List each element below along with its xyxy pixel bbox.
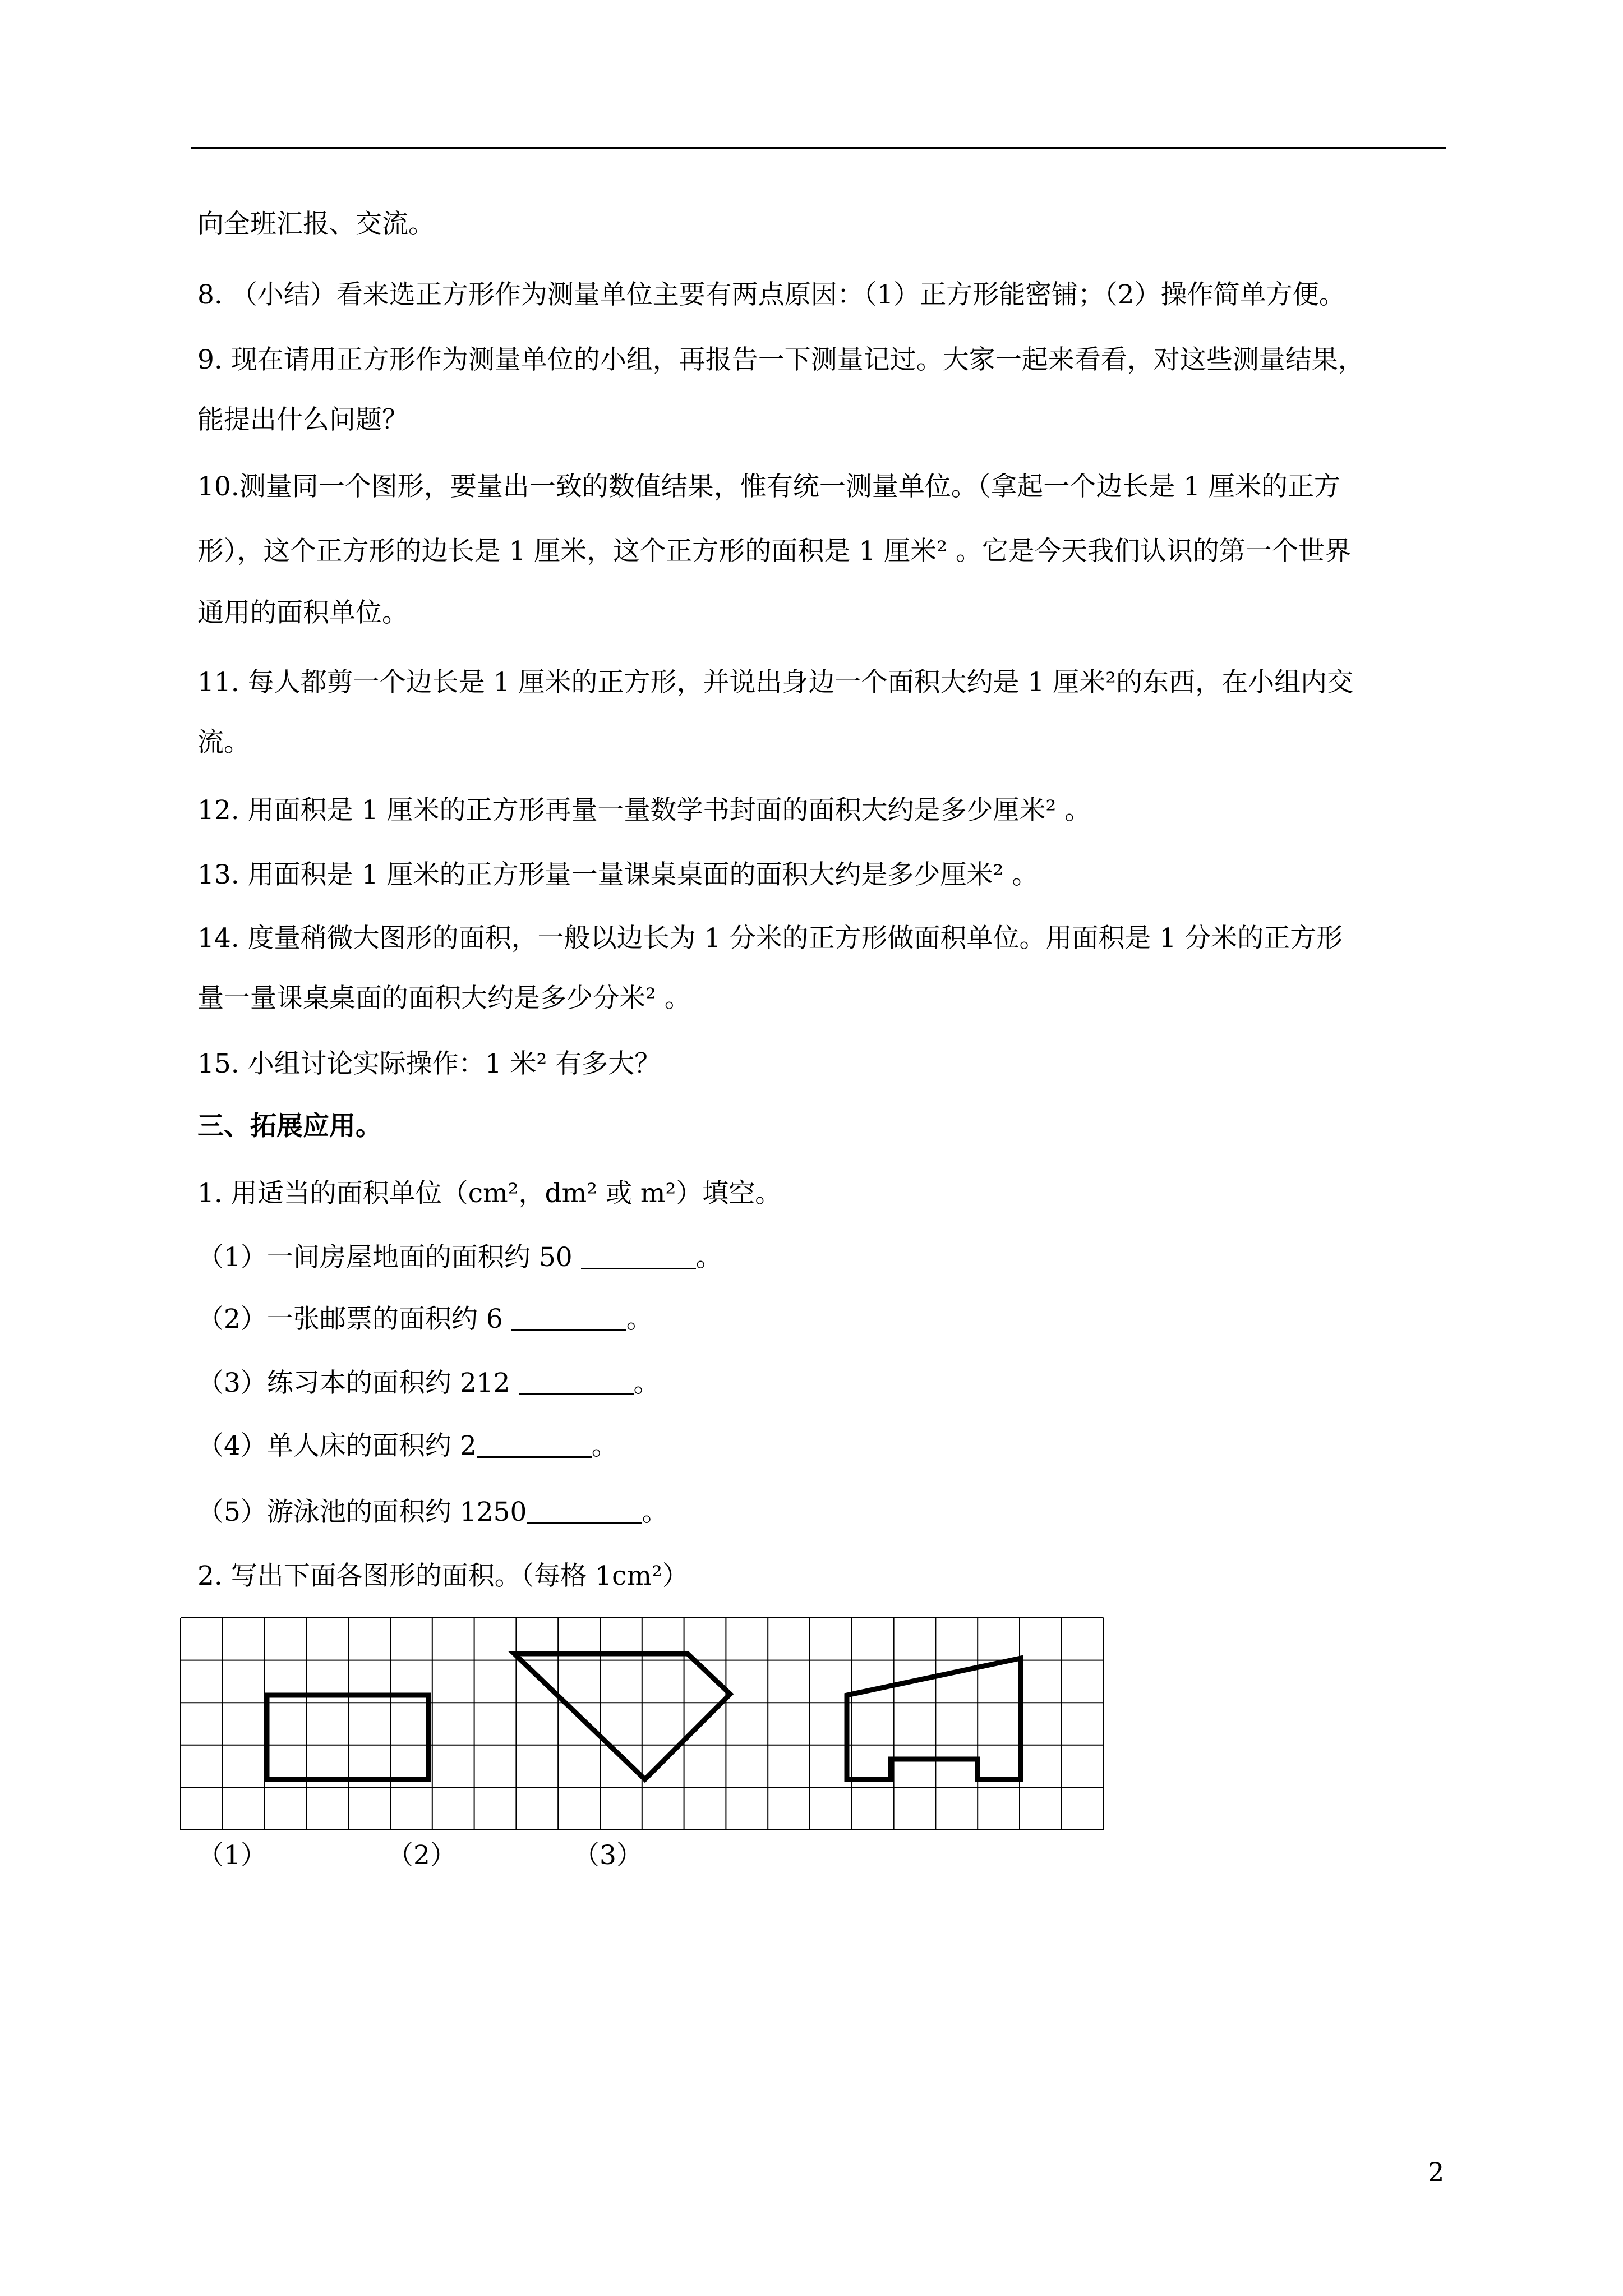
answer-blank-2[interactable]	[511, 1307, 626, 1331]
text-line: 11. 每人都剪一个边长是 1 厘米的正方形，并说出身边一个面积大约是 1 厘米²的东西，在小组内交	[197, 667, 1354, 698]
text-line: 13. 用面积是 1 厘米的正方形量一量课桌桌面的面积大约是多少厘米² 。	[197, 859, 1039, 890]
text-line: 能提出什么问题？	[197, 404, 408, 435]
figure-label-1: （1）	[197, 1840, 267, 1871]
grid-lines	[181, 1618, 1104, 1830]
question-1-item-4: （4）单人床的面积约 2 。	[197, 1430, 618, 1461]
text-line: 9. 现在请用正方形作为测量单位的小组，再报告一下测量记过。大家一起来看看，对这些测量结果，	[197, 344, 1364, 375]
figure-label-3: （3）	[573, 1840, 643, 1871]
question-1-item-3: （3）练习本的面积约 212 。	[197, 1368, 660, 1398]
shape-1-rectangle	[267, 1695, 428, 1779]
question-1-title: 1. 用适当的面积单位（cm²，dm² 或 m²）填空。	[197, 1178, 782, 1209]
figure-label-2: （2）	[387, 1840, 457, 1871]
text-line: 12. 用面积是 1 厘米的正方形再量一量数学书封面的面积大约是多少厘米² 。	[197, 795, 1091, 826]
text-line: 10.测量同一个图形，要量出一致的数值结果，惟有统一测量单位。（拿起一个边长是 1 厘米的正方	[197, 471, 1341, 502]
shape-3-polygon	[847, 1658, 1021, 1779]
shape-2-pentagon	[514, 1654, 730, 1779]
question-1-item-2: （2）一张邮票的面积约 6 。	[197, 1304, 653, 1335]
text-line: 8. （小结）看来选正方形作为测量单位主要有两点原因：（1）正方形能密铺；（2）操作简单方便。	[197, 279, 1345, 310]
text-line: 流。	[197, 727, 250, 758]
question-2-title: 2. 写出下面各图形的面积。（每格 1cm²）	[197, 1561, 689, 1591]
text-line: 量一量课桌桌面的面积大约是多少分米² 。	[197, 983, 691, 1014]
grid-figure	[179, 1617, 1105, 1841]
answer-blank-1[interactable]	[581, 1245, 696, 1269]
answer-blank-3[interactable]	[519, 1371, 634, 1395]
header-rule	[191, 147, 1446, 149]
text-line: 通用的面积单位。	[197, 597, 408, 628]
text-line: 14. 度量稍微大图形的面积，一般以边长为 1 分米的正方形做面积单位。用面积是 1 分米的正方形	[197, 923, 1343, 954]
text-line: 形），这个正方形的边长是 1 厘米，这个正方形的面积是 1 厘米² 。它是今天我们认识的第一个世界	[197, 536, 1351, 567]
answer-blank-5[interactable]	[527, 1500, 642, 1524]
section-title: 三、拓展应用。	[197, 1111, 382, 1142]
text-line: 15. 小组讨论实际操作：1 米² 有多大？	[197, 1048, 661, 1079]
text-line: 向全班汇报、交流。	[197, 209, 435, 240]
question-1-item-1: （1）一间房屋地面的面积约 50 。	[197, 1242, 722, 1273]
page-number: 2	[1428, 2157, 1445, 2187]
answer-blank-4[interactable]	[477, 1434, 592, 1458]
question-1-item-5: （5）游泳池的面积约 1250 。	[197, 1497, 668, 1527]
